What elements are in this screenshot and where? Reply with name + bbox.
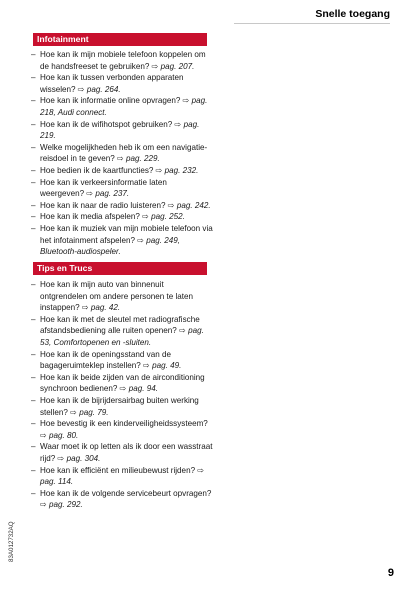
- question-text: Waar moet ik op letten als ik door een wasstraat rijd?: [40, 442, 213, 463]
- dash-bullet: –: [31, 96, 36, 106]
- list-item: [31, 372, 213, 395]
- dash-bullet: –: [31, 349, 36, 359]
- dash-bullet: –: [31, 223, 36, 233]
- page-reference-link[interactable]: pag. 219.: [40, 119, 200, 141]
- section-heading-tips: Tips en Trucs: [33, 262, 207, 275]
- list-item: [31, 72, 213, 95]
- arrow-right-icon: ⇨: [119, 384, 129, 394]
- dash-bullet: –: [31, 50, 36, 59]
- question-text: Welke mogelijkheden heb ik om een navigatie-reisdoel in te geven?: [40, 142, 208, 164]
- question-text: Hoe bedien ik de kaartfuncties?: [40, 165, 156, 175]
- tips-list: [31, 279, 213, 511]
- arrow-right-icon: ⇨: [143, 361, 153, 371]
- page-reference-link[interactable]: pag. 232.: [164, 165, 199, 175]
- page-reference-link[interactable]: pag. 264.: [86, 84, 121, 94]
- arrow-right-icon: ⇨: [167, 200, 177, 210]
- dash-bullet: –: [31, 142, 36, 152]
- arrow-right-icon: ⇨: [81, 303, 91, 313]
- list-item: [31, 314, 213, 349]
- page-reference-link[interactable]: pag. 218, Audi connect.: [40, 96, 208, 117]
- list-item: [31, 395, 213, 418]
- dash-bullet: –: [31, 119, 36, 129]
- page-reference-link[interactable]: pag. 252.: [151, 212, 185, 222]
- infotainment-list: [31, 49, 213, 258]
- arrow-right-icon: ⇨: [40, 500, 50, 510]
- arrow-right-icon: ⇨: [70, 407, 80, 417]
- page-number: 9: [387, 567, 394, 579]
- list-item: [31, 200, 213, 212]
- page-reference-link[interactable]: pag. 53, Comfortopenen en -sluiten.: [40, 326, 204, 347]
- dash-bullet: –: [31, 280, 36, 289]
- page-reference-link[interactable]: pag. 304.: [66, 453, 101, 463]
- arrow-right-icon: ⇨: [40, 430, 50, 440]
- dash-bullet: –: [31, 314, 36, 324]
- page-reference-link[interactable]: pag. 42.: [90, 303, 121, 313]
- arrow-right-icon: ⇨: [57, 453, 67, 463]
- arrow-right-icon: ⇨: [142, 212, 152, 222]
- question-text: Hoe kan ik verkeersinformatie laten weergeven?: [40, 177, 167, 199]
- question-text: Hoe kan ik met de sleutel met radiografische afstandsbediening alle ruiten openen?: [40, 314, 200, 336]
- question-text: Hoe kan ik media afspelen?: [40, 212, 143, 222]
- dash-bullet: –: [31, 165, 36, 175]
- dash-bullet: –: [31, 212, 36, 222]
- question-text: Hoe kan ik naar de radio luisteren?: [40, 200, 168, 210]
- dash-bullet: –: [31, 395, 36, 405]
- page-reference-link[interactable]: pag. 49.: [152, 361, 182, 371]
- dash-bullet: –: [31, 442, 36, 452]
- question-text: Hoe kan ik tussen verbonden apparaten wisselen?: [40, 73, 184, 94]
- question-text: Hoe bevestig ik een kinderveiligheidssysteem?: [40, 419, 208, 429]
- page-reference-link[interactable]: pag. 114.: [40, 477, 74, 487]
- list-item: [31, 142, 213, 165]
- list-item: [31, 488, 213, 511]
- header-rule: [234, 23, 390, 24]
- question-text: Hoe kan ik de bijrijdersairbag buiten werking stellen?: [40, 395, 199, 417]
- arrow-right-icon: ⇨: [179, 326, 189, 336]
- page-reference-link[interactable]: pag. 80.: [49, 430, 79, 440]
- page-reference-link[interactable]: pag. 79.: [79, 407, 109, 417]
- list-item: [31, 49, 213, 72]
- question-text: Hoe kan ik mijn auto van binnenuit ontgrendelen om andere personen te laten instappen?: [40, 280, 193, 313]
- dash-bullet: –: [31, 465, 36, 475]
- dash-bullet: –: [31, 419, 36, 429]
- dash-bullet: –: [31, 488, 36, 498]
- question-text: Hoe kan ik mijn mobiele telefoon koppelen om de handsfreeset te gebruiken?: [40, 50, 206, 71]
- question-text: Hoe kan ik efficiënt en milieubewust rijden?: [40, 465, 198, 475]
- arrow-right-icon: ⇨: [86, 189, 96, 199]
- arrow-right-icon: ⇨: [182, 96, 192, 106]
- arrow-right-icon: ⇨: [137, 235, 147, 245]
- page-reference-link[interactable]: pag. 229.: [125, 154, 160, 164]
- dash-bullet: –: [31, 372, 36, 382]
- dash-bullet: –: [31, 177, 36, 187]
- list-item: [31, 465, 213, 488]
- document-code: 83A012732AQ: [8, 521, 15, 562]
- arrow-right-icon: ⇨: [197, 465, 205, 475]
- question-text: Hoe kan ik de openingsstand van de bagageruimteklep instellen?: [40, 349, 171, 371]
- list-item: [31, 418, 213, 441]
- arrow-right-icon: ⇨: [116, 154, 126, 164]
- question-text: Hoe kan ik de wifihotspot gebruiken?: [40, 119, 175, 129]
- question-text: Hoe kan ik beide zijden van de airconditioning synchroon bedienen?: [40, 372, 205, 394]
- page-reference-link[interactable]: pag. 242.: [176, 200, 211, 210]
- running-header: Snelle toegang: [315, 8, 390, 20]
- page-reference-link[interactable]: pag. 249, Bluetooth-audiospeler.: [40, 235, 180, 257]
- page-reference-link[interactable]: pag. 292.: [49, 500, 83, 510]
- arrow-right-icon: ⇨: [151, 61, 161, 71]
- arrow-right-icon: ⇨: [77, 84, 87, 94]
- list-item: [31, 223, 213, 258]
- question-text: Hoe kan ik de volgende servicebeurt opvragen?: [40, 488, 212, 498]
- arrow-right-icon: ⇨: [174, 119, 184, 129]
- question-text: Hoe kan ik informatie online opvragen?: [40, 96, 183, 106]
- list-item: [31, 165, 213, 177]
- page-reference-link[interactable]: pag. 237.: [95, 189, 130, 199]
- arrow-right-icon: ⇨: [155, 165, 165, 175]
- list-item: [31, 279, 213, 314]
- question-text: Hoe kan ik muziek van mijn mobiele telefoon via het infotainment afspelen?: [40, 223, 213, 245]
- list-item: [31, 441, 213, 464]
- list-item: [31, 211, 213, 223]
- dash-bullet: –: [31, 73, 36, 83]
- page-reference-link[interactable]: pag. 94.: [128, 384, 158, 394]
- list-item: [31, 349, 213, 372]
- dash-bullet: –: [31, 200, 36, 210]
- page-reference-link[interactable]: pag. 207.: [160, 61, 195, 71]
- list-item: [31, 119, 213, 142]
- list-item: [31, 177, 213, 200]
- list-item: [31, 95, 213, 118]
- section-heading-infotainment: Infotainment: [33, 33, 207, 46]
